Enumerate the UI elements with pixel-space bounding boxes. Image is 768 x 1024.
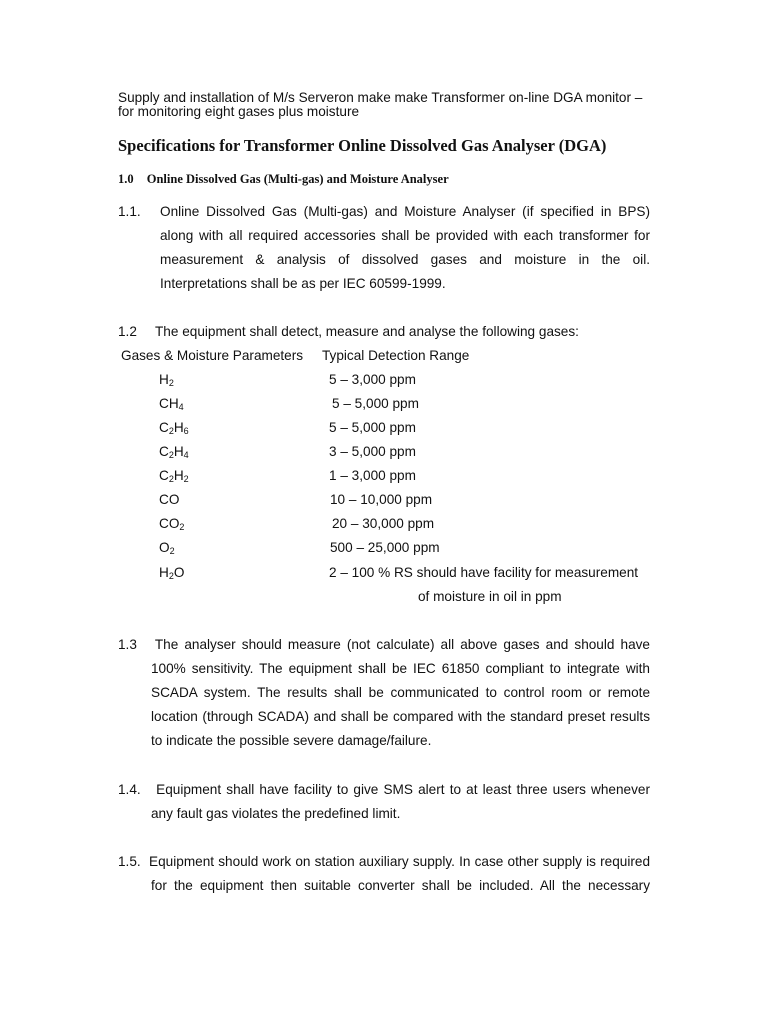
- gas-formula: $O_2$: [159, 540, 175, 556]
- para-1-2-number: 1.2: [118, 324, 137, 339]
- para-1-1-number: 1.1.: [118, 204, 141, 219]
- gas-table-header-range: Typical Detection Range: [322, 348, 470, 363]
- section-heading: [118, 172, 449, 187]
- gas-range: 10 – 10,000 ppm: [330, 492, 433, 507]
- gas-range: 5 – 3,000 ppm: [329, 372, 416, 387]
- para-1-1-line-4: Interpretations shall be as per IEC 60599-1999.: [160, 276, 446, 291]
- intro-line-1: Supply and installation of M/s Serveron make make Transformer on-line DGA monitor –: [118, 90, 643, 105]
- document-title: Specifications for Transformer Online Dissolved Gas Analyser (DGA): [118, 136, 607, 155]
- para-1-5-line-2: for the equipment then suitable converter shall be included. All the necessary: [151, 878, 650, 893]
- gas-formula: CO: [159, 492, 180, 507]
- gas-range: 2 – 100 % RS should have facility for measurement: [329, 565, 639, 580]
- gas-range: 500 – 25,000 ppm: [330, 540, 440, 555]
- para-1-1-line-2: along with all required accessories shall be provided with each transformer for: [160, 228, 650, 243]
- gas-formula: $H_2$: [159, 372, 174, 388]
- para-1-1-line-3: measurement & analysis of dissolved gases and moisture in the oil.: [160, 252, 650, 267]
- gas-range-continuation: of moisture in oil in ppm: [418, 589, 562, 604]
- para-1-3-line-5: to indicate the possible severe damage/failure.: [151, 733, 432, 748]
- gas-range: 1 – 3,000 ppm: [329, 468, 416, 483]
- gas-range: 5 – 5,000 ppm: [329, 420, 416, 435]
- gas-formula: $C_2H_4$: [159, 444, 189, 460]
- gas-table-header-param: Gases & Moisture Parameters: [121, 348, 304, 363]
- gas-range: 20 – 30,000 ppm: [332, 516, 435, 531]
- gas-formula: $CO_2$: [159, 516, 185, 532]
- para-1-2-text: The equipment shall detect, measure and analyse the following gases:: [155, 324, 579, 339]
- para-1-4-line-2: any fault gas violates the predefined limit.: [151, 806, 401, 821]
- gas-formula: $CH_4$: [159, 396, 184, 412]
- gas-formula: $C_2H_2$: [159, 468, 189, 484]
- para-1-3-line-3: SCADA system. The results shall be communicated to control room or remote: [151, 685, 650, 700]
- gas-range: 3 – 5,000 ppm: [329, 444, 416, 459]
- para-1-3-line-4: location (through SCADA) and shall be compared with the standard preset results: [151, 709, 650, 724]
- para-1-3-line-2: 100% sensitivity. The equipment shall be IEC 61850 compliant to integrate with: [151, 661, 650, 676]
- para-1-5-first-line: 1.5. Equipment should work on station auxiliary supply. In case other supply is required: [118, 854, 650, 869]
- gas-formula: $C_2H_6$: [159, 420, 189, 436]
- para-1-1-line-1: Online Dissolved Gas (Multi-gas) and Moisture Analyser (if specified in BPS): [160, 204, 650, 219]
- gas-range: 5 – 5,000 ppm: [332, 396, 419, 411]
- para-1-3-first-line: 1.3 The analyser should measure (not calculate) all above gases and should have: [118, 637, 650, 652]
- para-1-4-first-line: 1.4. Equipment shall have facility to give SMS alert to at least three users whenever: [118, 782, 650, 797]
- section-title: Online Dissolved Gas (Multi-gas) and Moisture Analyser: [146, 172, 449, 186]
- gas-formula: $H_2O$: [159, 565, 185, 581]
- intro-line-2: for monitoring eight gases plus moisture: [118, 104, 360, 119]
- section-number: 1.0: [118, 172, 134, 186]
